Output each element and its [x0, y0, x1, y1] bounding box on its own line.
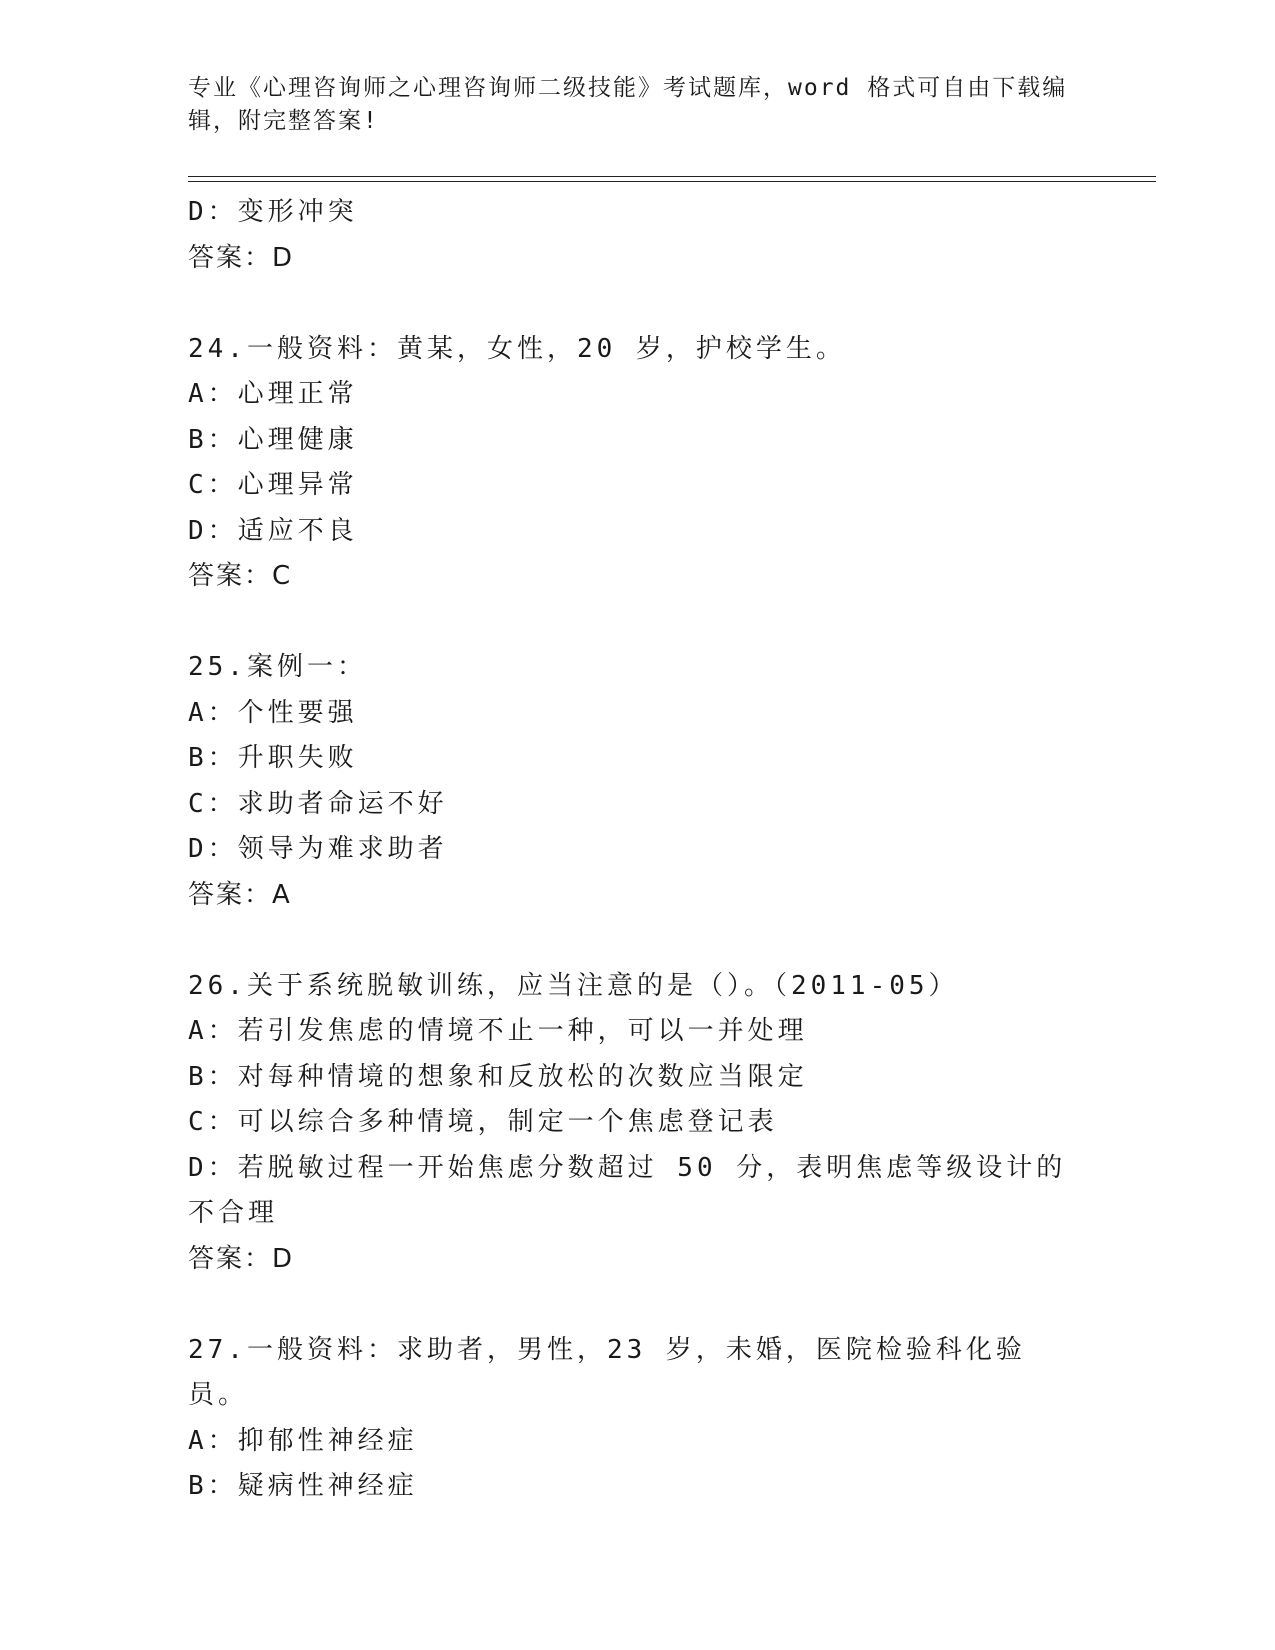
option-d: D：适应不良	[188, 515, 358, 546]
header-rule-bottom	[188, 181, 1156, 182]
question-stem: 27.一般资料：求助者，男性，23 岁，未婚，医院检验科化验员。	[188, 1334, 1026, 1410]
header-rule-top	[188, 176, 1156, 177]
answer-line: 答案：D	[188, 242, 295, 273]
option-b: B：对每种情境的想象和反放松的次数应当限定	[188, 1061, 808, 1092]
option-b: B：升职失败	[188, 743, 358, 773]
option-a: A：心理正常	[188, 379, 358, 409]
question-stem: 26.关于系统脱敏训练，应当注意的是（）。（2011-05）	[188, 970, 959, 1001]
document-body	[188, 190, 1068, 1510]
answer-line: 答案：A	[188, 879, 292, 910]
question-26	[188, 964, 1068, 1283]
option-c: C：求助者命运不好	[188, 788, 448, 819]
option-b: B：疑病性神经症	[188, 1471, 418, 1501]
question-27	[188, 1328, 1068, 1510]
option-d: D：若脱敏过程一开始焦虑分数超过 50 分，表明焦虑等级设计的不合理	[188, 1152, 1067, 1228]
question-24	[188, 327, 1068, 600]
answer-line: 答案：D	[188, 1243, 295, 1274]
question-25	[188, 645, 1068, 918]
option-c: C：可以综合多种情境，制定一个焦虑登记表	[188, 1107, 778, 1137]
option-d: D：领导为难求助者	[188, 834, 448, 864]
question-stem: 24.一般资料：黄某，女性，20 岁，护校学生。	[188, 333, 846, 364]
option-c: C：心理异常	[188, 470, 358, 500]
document-header: 专业《心理咨询师之心理咨询师二级技能》考试题库，word 格式可自由下载编辑，附完整答案!	[188, 75, 1068, 134]
answer-line: 答案：C	[188, 561, 293, 591]
question-stem: 25.案例一：	[188, 652, 367, 682]
option-line: D：变形冲突	[188, 197, 358, 227]
option-a: A：若引发焦虑的情境不止一种，可以一并处理	[188, 1016, 808, 1046]
option-b: B：心理健康	[188, 424, 358, 455]
option-a: A：个性要强	[188, 697, 358, 728]
option-a: A：抑郁性神经症	[188, 1425, 418, 1456]
